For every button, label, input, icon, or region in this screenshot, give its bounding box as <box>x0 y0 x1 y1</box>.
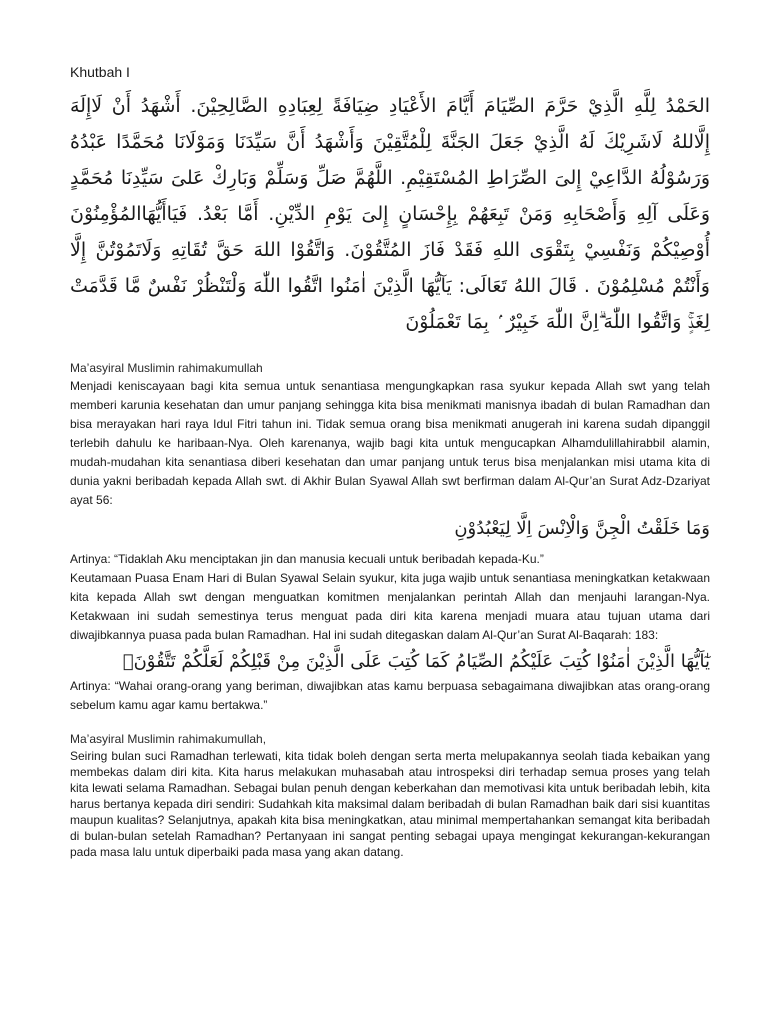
spacer <box>70 715 710 731</box>
arabic-verse-al-baqarah: يٰٓاَيُّهَا الَّذِيْنَ اٰمَنُوْا كُتِبَ عَلَيْكُمُ الصِّيَامُ كَمَا كُتِبَ عَلَى الَّذِيْنَ مِنْ قَبْلِكُمْ لَعَلَّكُمْ تَتَّقُوْنَۙ <box>122 651 710 672</box>
section-heading-2: Ma’asyiral Muslimin rahimakumullah, <box>70 732 267 746</box>
document-page <box>70 62 710 860</box>
paragraph-2: Keutamaan Puasa Enam Hari di Bulan Syawal Selain syukur, kita juga wajib untuk senantiasa meningkatkan ketakwaan kita kepada Allah swt dengan menguatkan komitmen menjalankan perintah Allah dan menjauhi larangan-Nya. Ketakwaan ini sudah semestinya terus menguat pada diri kita karena menjadi muara atau tujuan utama dari diwajibkannya puasa pada bulan Ramadhan. Hal ini sudah ditegaskan dalam Al-Qur’an Surat Al-Baqarah: 183: <box>70 571 710 642</box>
translation-1: Artinya: “Tidaklah Aku menciptakan jin dan manusia kecuali untuk beribadah kepada-Ku.” <box>70 552 544 566</box>
paragraph-1: Menjadi keniscayaan bagi kita semua untuk senantiasa mengungkapkan rasa syukur kepada Allah swt yang telah memberi karunia kesehatan dan umur panjang sehingga kita bisa menikmati manisnya ibadah di bulan Ramadhan dan bisa merayakan hari raya Idul Fitri tahun ini. Tidak semua orang bisa menikmati anugerah ini karena sudah dipanggil terlebih dahulu ke haribaan-Nya. Oleh karenanya, wajib bagi kita untuk mengucapkan Alhamdulillahirabbil alamin, mudah-mudahan kita senantiasa diberi kesehatan dan umar panjang untuk terus bisa menjalankan misi utama kita di dunia yakni beribadah kepada Allah swt. di Akhir Bulan Syawal Allah swt berfirman dalam Al-Qur’an Surat Adz-Dzariyat ayat 56: <box>70 379 710 507</box>
arabic-verse-adz-dzariyat: وَمَا خَلَقْتُ الْجِنَّ وَالْاِنْسَ اِلَّا لِيَعْبُدُوْنِ <box>454 518 710 539</box>
arabic-opening-text: الحَمْدُ لِلَّهِ الَّذِيْ حَرَّمَ الصِّيَامَ أَيَّامَ الأَعْيَادِ ضِيَافَةً لِعِبَادِهِ الصَّالِحِيْنَ. أَشْهَدُ أَنْ لَاإِلَهَ إِلَّاللهُ لَاشَرِيْكَ لَهُ الَّذِيْ جَعَلَ الجَنَّةَ لِلْمُتَّقِيْنَ وَأَشْهَدُ أَنَّ سَيِّدَنَا وَمَوْلَانَا مُحَمَّدًا عَبْدُهُ وَرَسُوْلُهُ الدَّاعِيْ إِلىَ الصِّرَاطِ المُسْتَقِيْمِ. اللَّهُمَّ صَلِّ وَسَلِّمْ وَبَارِكْ عَلىَ سَيِّدِنَا مُحَمَّدٍ وَعَلَى آلِهِ وَأَصْحَابِهِ وَمَنْ تَبِعَهُمْ بِإِحْسَانٍ إِلىَ يَوْمِ الدِّيْنِ. أَمَّا بَعْدُ. فَيَاأَيُّهَاالمُؤْمِنُوْنَ أُوْصِيْكُمْ وَنَفْسِيْ بِتَقْوَى اللهِ فَقَدْ فَازَ المُتَّقُوْنَ. وَاتَّقُوْا اللهَ حَقَّ تُقَاتِهِ وَلَاتَمُوْتُنَّ إِلَّا وَأَنْتُمْ مُسْلِمُوْنَ . قَالَ اللهُ تَعَالَى: يَآيُّهَا الَّذِيْنَ اٰمَنُوا اتَّقُوا اللّٰهَ وَلْتَنْظُرْ نَفْسٌ مَّا قَدَّمَتْ لِغَدٍۚ وَاتَّقُوا اللّٰهَ ۗاِنَّ اللّٰهَ خَبِيْرٌ ۢ بِمَا تَعْمَلُوْنَ <box>70 95 710 333</box>
translation-2: Artinya: “Wahai orang-orang yang beriman, diwajibkan atas kamu berpuasa sebagaimana diwajibkan atas orang-orang sebelum kamu agar kamu bertakwa.” <box>70 679 710 712</box>
section-heading-1: Ma’asyiral Muslimin rahimakumullah <box>70 361 263 375</box>
document-title: Khutbah I <box>70 64 130 80</box>
paragraph-3: Seiring bulan suci Ramadhan terlewati, kita tidak boleh dengan serta merta melupakannya seolah tiada kebaikan yang membekas dalam diri kita. Kita harus melakukan muhasabah atau introspeksi diri terhadap semua proses yang telah kita lewati selama Ramadhan. Sebagai bulan penuh dengan keberkahan dan memotivasi kita untuk beribadah lebih, kita harus bertanya kepada diri sendiri: Sudahkah kita maksimal dalam beribadah di bulan Ramadhan baik dari sisi kuantitas maupun kualitas? Selanjutnya, apakah kita bisa meningkatkan, atau minimal mempertahankan semangat kita beribadah di bulan-bulan setelah Ramadhan? Pertanyaan ini sangat penting sebagai upaya mengingat kekurangan-kekurangan pada masa lalu untuk diperbaiki pada masa yang akan datang. <box>70 749 710 859</box>
